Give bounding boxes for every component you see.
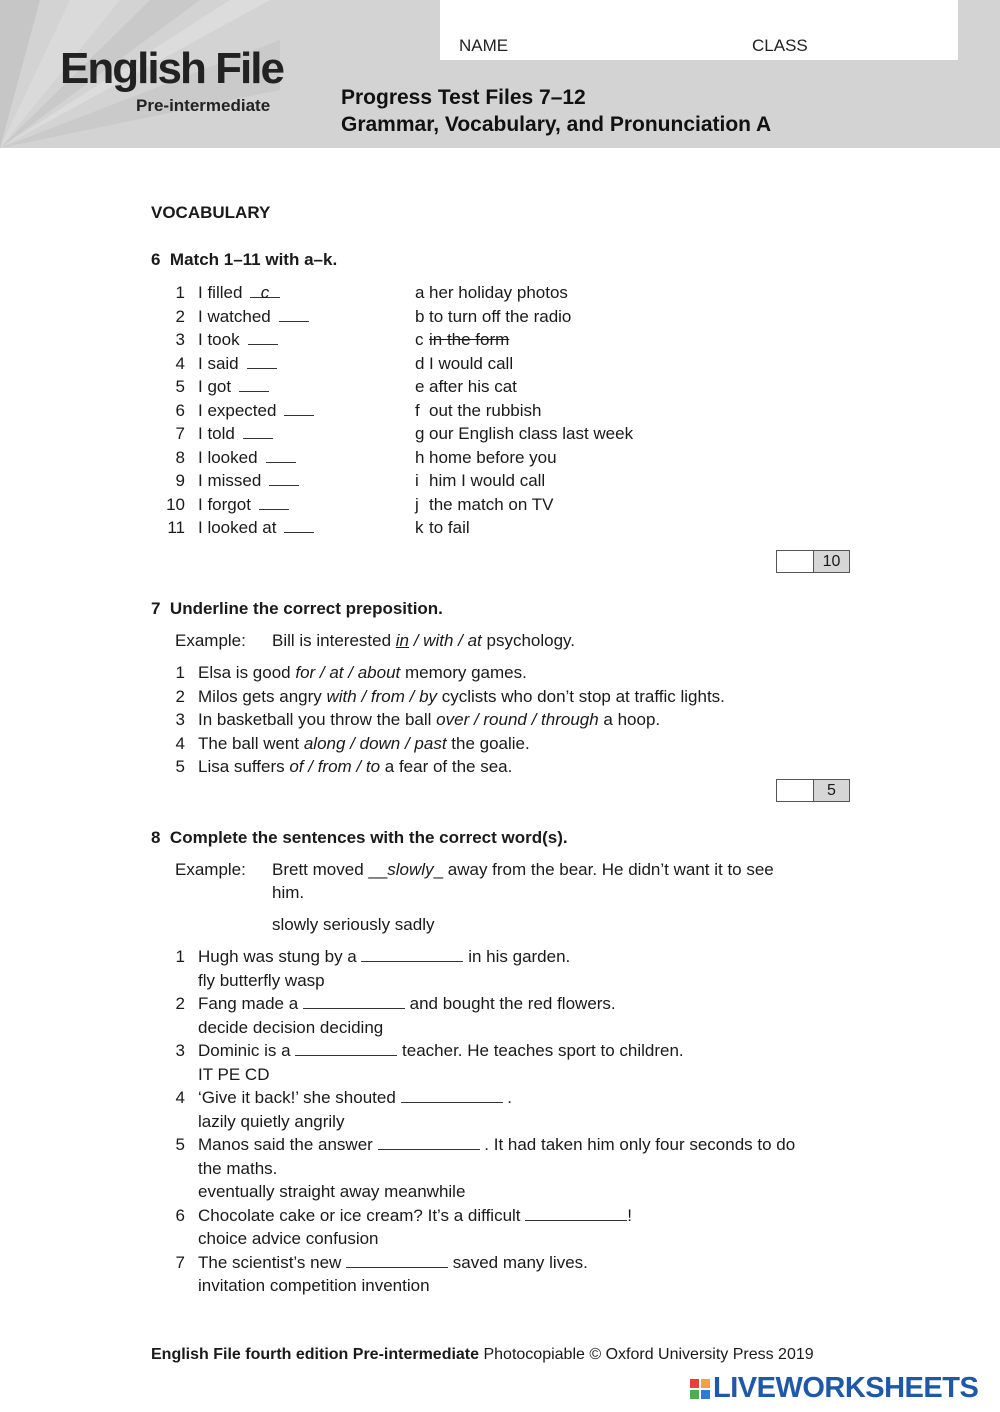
example-label: Example: [175,631,246,650]
item-number: 2 [175,994,185,1013]
example-answer: slowly [387,860,434,879]
item-number: 1 [175,283,185,302]
option-text: her holiday photos [429,283,568,302]
item-number: 5 [175,1135,185,1154]
item-number: 1 [175,947,185,966]
sentence-start: Hugh was stung by a [198,947,362,966]
sentence [198,1041,684,1061]
q6-number: 6 [151,250,161,269]
sentence-end: ! [627,1205,632,1225]
q6-instruction: Match 1–11 with a–k. [169,250,338,269]
item-number: 9 [175,471,185,490]
word-options: decide decision deciding [198,1017,384,1037]
sentence-end: . It had taken him only four seconds to do [479,1135,796,1154]
option-text: the match on TV [429,494,554,514]
q7-example-sentence [272,631,575,651]
example-options: / with / at [409,631,482,650]
answer-blank[interactable] [284,401,314,416]
example-text-end: psychology. [481,631,575,650]
option-letter: h [415,447,425,467]
item-number: 11 [167,518,185,537]
sentence [198,1206,632,1226]
q6-score-box [776,550,850,573]
item-text: I told [198,424,235,443]
sentence-start: Dominic is a [198,1041,296,1060]
example-label: Example: [175,860,246,879]
sentence-start: The ball went [198,733,304,753]
answer-blank[interactable]: c [250,283,280,298]
option-letter: b [415,306,425,326]
logo-subtitle: Pre-intermediate [136,96,271,115]
answer-blank[interactable] [243,424,273,439]
item-text: I missed [198,471,262,490]
sentence-end: the goalie. [446,733,530,753]
option-letter: g [415,424,425,443]
footer-copyright [151,1346,814,1364]
option-text: our English class last week [429,424,634,443]
option-text: after his cat [429,377,517,396]
answer-blank[interactable] [248,330,278,345]
sentence-end: a fear of the sea. [380,757,513,776]
item-number: 10 [166,494,185,514]
answer-blank[interactable] [284,518,314,533]
sentence-end: saved many lives. [448,1252,588,1272]
q6-score-total: 10 [814,551,849,572]
score-input-cell[interactable] [777,780,814,801]
example-text: Bill is interested [272,631,396,650]
sentence-end: and bought the red flowers. [404,994,616,1013]
sentence-start: Milos gets angry [198,686,327,706]
logo-square [701,1379,710,1388]
item-number: 7 [175,424,185,443]
item-number: 3 [175,330,185,349]
q7-number: 7 [151,599,161,618]
answer-blank[interactable] [239,377,269,392]
item-text: I expected [198,400,277,420]
answer-blank[interactable] [378,1135,480,1150]
answer-blank[interactable] [303,994,405,1009]
q8-example-sentence [272,860,774,880]
page-header [0,0,1000,148]
option-text: out the rubbish [429,400,542,420]
q6-heading [151,250,337,270]
q8-example [175,860,246,880]
option-text: to fail [429,518,470,537]
name-class-box [440,0,958,60]
word-options: IT PE CD [198,1064,270,1084]
example-underlined-answer: in [395,631,410,650]
sentence-end: . [502,1088,512,1107]
answer-blank[interactable] [247,354,277,369]
item-number: 2 [175,306,185,326]
answer-blank[interactable] [525,1206,627,1221]
sentence-start: Manos said the answer [198,1135,378,1154]
sentence [198,734,530,754]
option-text: him I would call [429,471,546,490]
option-letter: c [415,330,424,349]
item-number: 6 [175,400,185,420]
logo-square [690,1390,699,1399]
preposition-options[interactable]: along / down / past [303,733,447,753]
item-number: 7 [175,1252,185,1272]
option-letter: j [415,494,419,514]
q8-example-options: slowly seriously sadly [272,915,435,934]
q8-heading [151,828,568,848]
class-label: CLASS [752,36,808,55]
q8-number: 8 [151,828,161,847]
item-number: 4 [175,353,185,373]
word-options: eventually straight away meanwhile [198,1182,466,1201]
sentence-end: in his garden. [463,947,571,966]
sentence-end: memory games. [400,663,527,682]
sentence [198,1135,795,1155]
sentence [198,1088,512,1108]
footer-copyright-text: Photocopiable © Oxford University Press 2019 [479,1346,814,1363]
q7-example [175,631,575,651]
item-number: 5 [175,377,185,396]
sentence-start: ‘Give it back!’ she shouted [198,1088,401,1107]
preposition-options[interactable]: of / from / to [289,757,381,776]
word-options: lazily quietly angrily [198,1111,345,1131]
option-letter: k [415,518,424,537]
q8-instruction: Complete the sentences with the correct word(s). [169,828,568,847]
item-number: 3 [175,1041,185,1060]
answer-blank[interactable] [269,471,299,486]
score-input-cell[interactable] [777,551,814,572]
sentence [198,994,616,1014]
section-heading: VOCABULARY [151,203,271,222]
liveworksheets-text: LIVEWORKSHEETS [713,1372,979,1404]
sentence-start: The scientist’s new [198,1252,347,1272]
name-label: NAME [459,36,509,55]
sentence-end: a hoop. [598,710,661,729]
sentence [198,710,660,730]
item-number: 1 [175,663,185,682]
example-text: Brett moved __ [272,860,388,879]
item-text: I said [198,353,239,373]
footer-book-title: English File fourth edition Pre-intermediate [151,1346,480,1363]
sentence-start: In basketball you throw the ball [198,710,437,729]
sentence [198,1253,588,1273]
answer-blank[interactable] [259,495,289,510]
item-text: I took [198,330,240,349]
option-text: to turn off the radio [429,306,572,326]
item-number: 6 [175,1205,185,1225]
sentence [198,757,512,777]
q7-heading [151,599,443,619]
option-letter: f [415,400,420,420]
answer-blank[interactable] [279,307,309,322]
sentence-continuation: the maths. [198,1158,278,1178]
sentence-end: teacher. He teaches sport to children. [397,1041,684,1060]
test-title: Progress Test Files 7–12 [341,86,586,109]
q7-score-total: 5 [814,780,849,801]
sentence-start: Lisa suffers [198,757,290,776]
item-text: I looked [198,447,258,467]
item-number: 5 [175,757,185,776]
preposition-options[interactable]: with / from / by [326,686,438,706]
liveworksheets-logo-icon [690,1379,710,1399]
answer-blank[interactable] [401,1088,503,1103]
word-options: choice advice confusion [198,1229,379,1248]
item-number: 4 [175,733,185,753]
option-letter: a [415,283,425,302]
word-options: fly butterfly wasp [198,970,325,990]
word-options: invitation competition invention [198,1276,430,1295]
item-text: I looked at [198,518,277,537]
sentence-start: Chocolate cake or ice cream? It’s a difficult [198,1205,526,1225]
option-letter: e [415,377,425,396]
sentence-start: Fang made a [198,994,303,1013]
answer-blank[interactable] [361,947,463,962]
answer-blank[interactable] [295,1041,397,1056]
item-number: 3 [175,710,185,729]
item-text: I watched [198,306,271,326]
q7-instruction: Underline the correct preposition. [169,599,443,618]
q8-example-line2: him. [272,883,305,902]
option-text: I would call [429,353,514,373]
item-text: I forgot [198,494,251,514]
q7-score-box [776,779,850,802]
answer-blank[interactable] [266,448,296,463]
answer-blank[interactable] [346,1253,448,1268]
option-text: home before you [429,447,557,467]
preposition-options[interactable]: for / at / about [295,663,401,682]
item-text: I filled [198,283,243,302]
item-number: 8 [175,447,185,467]
logo-square [701,1390,710,1399]
sentence [198,687,725,707]
item-number: 4 [175,1088,185,1107]
preposition-options[interactable]: over / round / through [436,710,599,729]
option-text: in the form [429,330,510,349]
example-text-end: _ away from the bear. He didn’t want it to see [433,860,774,879]
liveworksheets-watermark [690,1372,978,1405]
sentence [198,947,570,967]
item-text: I got [198,377,232,396]
test-subtitle: Grammar, Vocabulary, and Pronunciation A [341,113,772,136]
option-letter: d [415,353,425,373]
item-number: 2 [175,686,185,706]
sentence [198,663,527,683]
option-letter: i [415,471,419,490]
sentence-start: Elsa is good [198,663,296,682]
logo-title: English File [60,44,283,93]
logo-square [690,1379,699,1388]
sentence-end: cyclists who don’t stop at traffic lights. [437,686,725,706]
